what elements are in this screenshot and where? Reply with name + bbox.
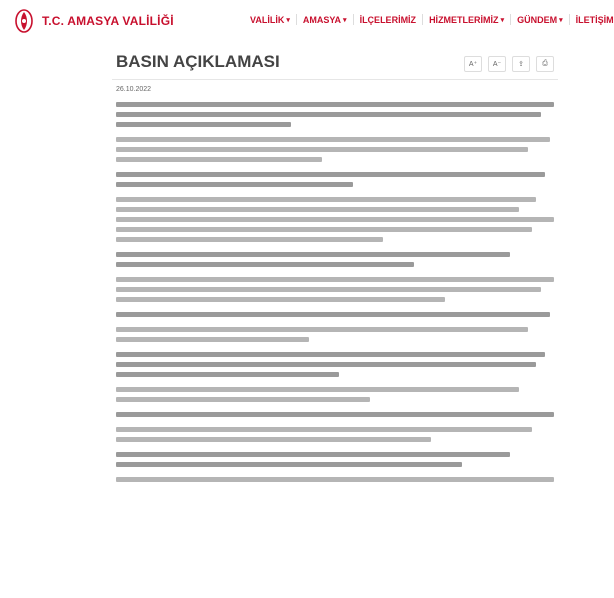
article-paragraph — [116, 477, 554, 482]
text-line — [116, 297, 445, 302]
text-line — [116, 262, 414, 267]
article-tools — [464, 56, 554, 72]
text-line — [116, 227, 532, 232]
font-increase-icon[interactable]: A⁺ — [464, 56, 482, 72]
text-line — [116, 327, 528, 332]
text-line — [116, 137, 550, 142]
article-paragraph — [116, 312, 554, 317]
nav-item-ilcelerimiz[interactable]: İLÇELERİMİZ — [359, 14, 417, 25]
article-paragraph — [116, 387, 554, 402]
font-decrease-icon[interactable]: A⁻ — [488, 56, 506, 72]
text-line — [116, 452, 510, 457]
article-paragraph — [116, 172, 554, 187]
text-line — [116, 362, 536, 367]
article-paragraph — [116, 452, 554, 467]
nav-divider — [569, 14, 570, 25]
nav-divider — [422, 14, 423, 25]
chevron-down-icon: ▾ — [286, 16, 290, 24]
article-paragraph — [116, 277, 554, 302]
nav-divider — [510, 14, 511, 25]
text-line — [116, 122, 291, 127]
nav-item-iletisim[interactable]: İLETİŞİM — [575, 14, 614, 25]
nav-item-amasya[interactable]: AMASYA ▾ — [302, 14, 347, 25]
text-line — [116, 312, 550, 317]
text-line — [116, 207, 519, 212]
governorship-emblem-icon — [14, 8, 34, 34]
text-line — [116, 462, 462, 467]
text-line — [116, 182, 353, 187]
text-line — [116, 437, 431, 442]
site-logo[interactable] — [14, 8, 174, 34]
text-line — [116, 287, 541, 292]
chevron-down-icon: ▾ — [559, 16, 563, 24]
text-line — [116, 337, 309, 342]
text-line — [116, 197, 536, 202]
article-paragraph — [116, 252, 554, 267]
article-paragraph — [116, 102, 554, 127]
text-line — [116, 112, 541, 117]
article-paragraph — [116, 427, 554, 442]
text-line — [116, 252, 510, 257]
nav-item-gundem[interactable]: GÜNDEM ▾ — [517, 14, 563, 25]
article-paragraph — [116, 352, 554, 377]
text-line — [116, 277, 554, 282]
text-line — [116, 427, 532, 432]
text-line — [116, 147, 528, 152]
print-icon[interactable]: ⎙ — [536, 56, 554, 72]
text-line — [116, 397, 370, 402]
text-line — [116, 412, 554, 417]
article-date: 26.10.2022 — [116, 86, 152, 93]
page-title: BASIN AÇIKLAMASI — [116, 52, 280, 71]
nav-item-valilik[interactable]: VALİLİK ▾ — [250, 14, 290, 25]
text-line — [116, 172, 545, 177]
site-title: T.C. AMASYA VALİLİĞİ — [42, 14, 174, 28]
nav-divider — [296, 14, 297, 25]
site-header — [0, 0, 614, 40]
text-line — [116, 157, 322, 162]
main-nav — [250, 14, 614, 25]
nav-divider — [353, 14, 354, 25]
chevron-down-icon: ▾ — [500, 16, 505, 24]
text-line — [116, 352, 545, 357]
article-body — [116, 102, 554, 492]
text-line — [116, 217, 554, 222]
text-line — [116, 477, 554, 482]
share-icon[interactable]: ⇪ — [512, 56, 530, 72]
text-line — [116, 237, 383, 242]
article-container — [112, 40, 558, 93]
article-paragraph — [116, 137, 554, 162]
article-paragraph — [116, 327, 554, 342]
text-line — [116, 102, 554, 107]
text-line — [116, 387, 519, 392]
article-header — [112, 40, 558, 80]
article-paragraph — [116, 412, 554, 417]
chevron-down-icon: ▾ — [343, 16, 347, 24]
nav-item-hizmetlerimiz[interactable]: HİZMETLERİMİZ ▾ — [429, 14, 505, 25]
article-paragraph — [116, 197, 554, 242]
text-line — [116, 372, 339, 377]
